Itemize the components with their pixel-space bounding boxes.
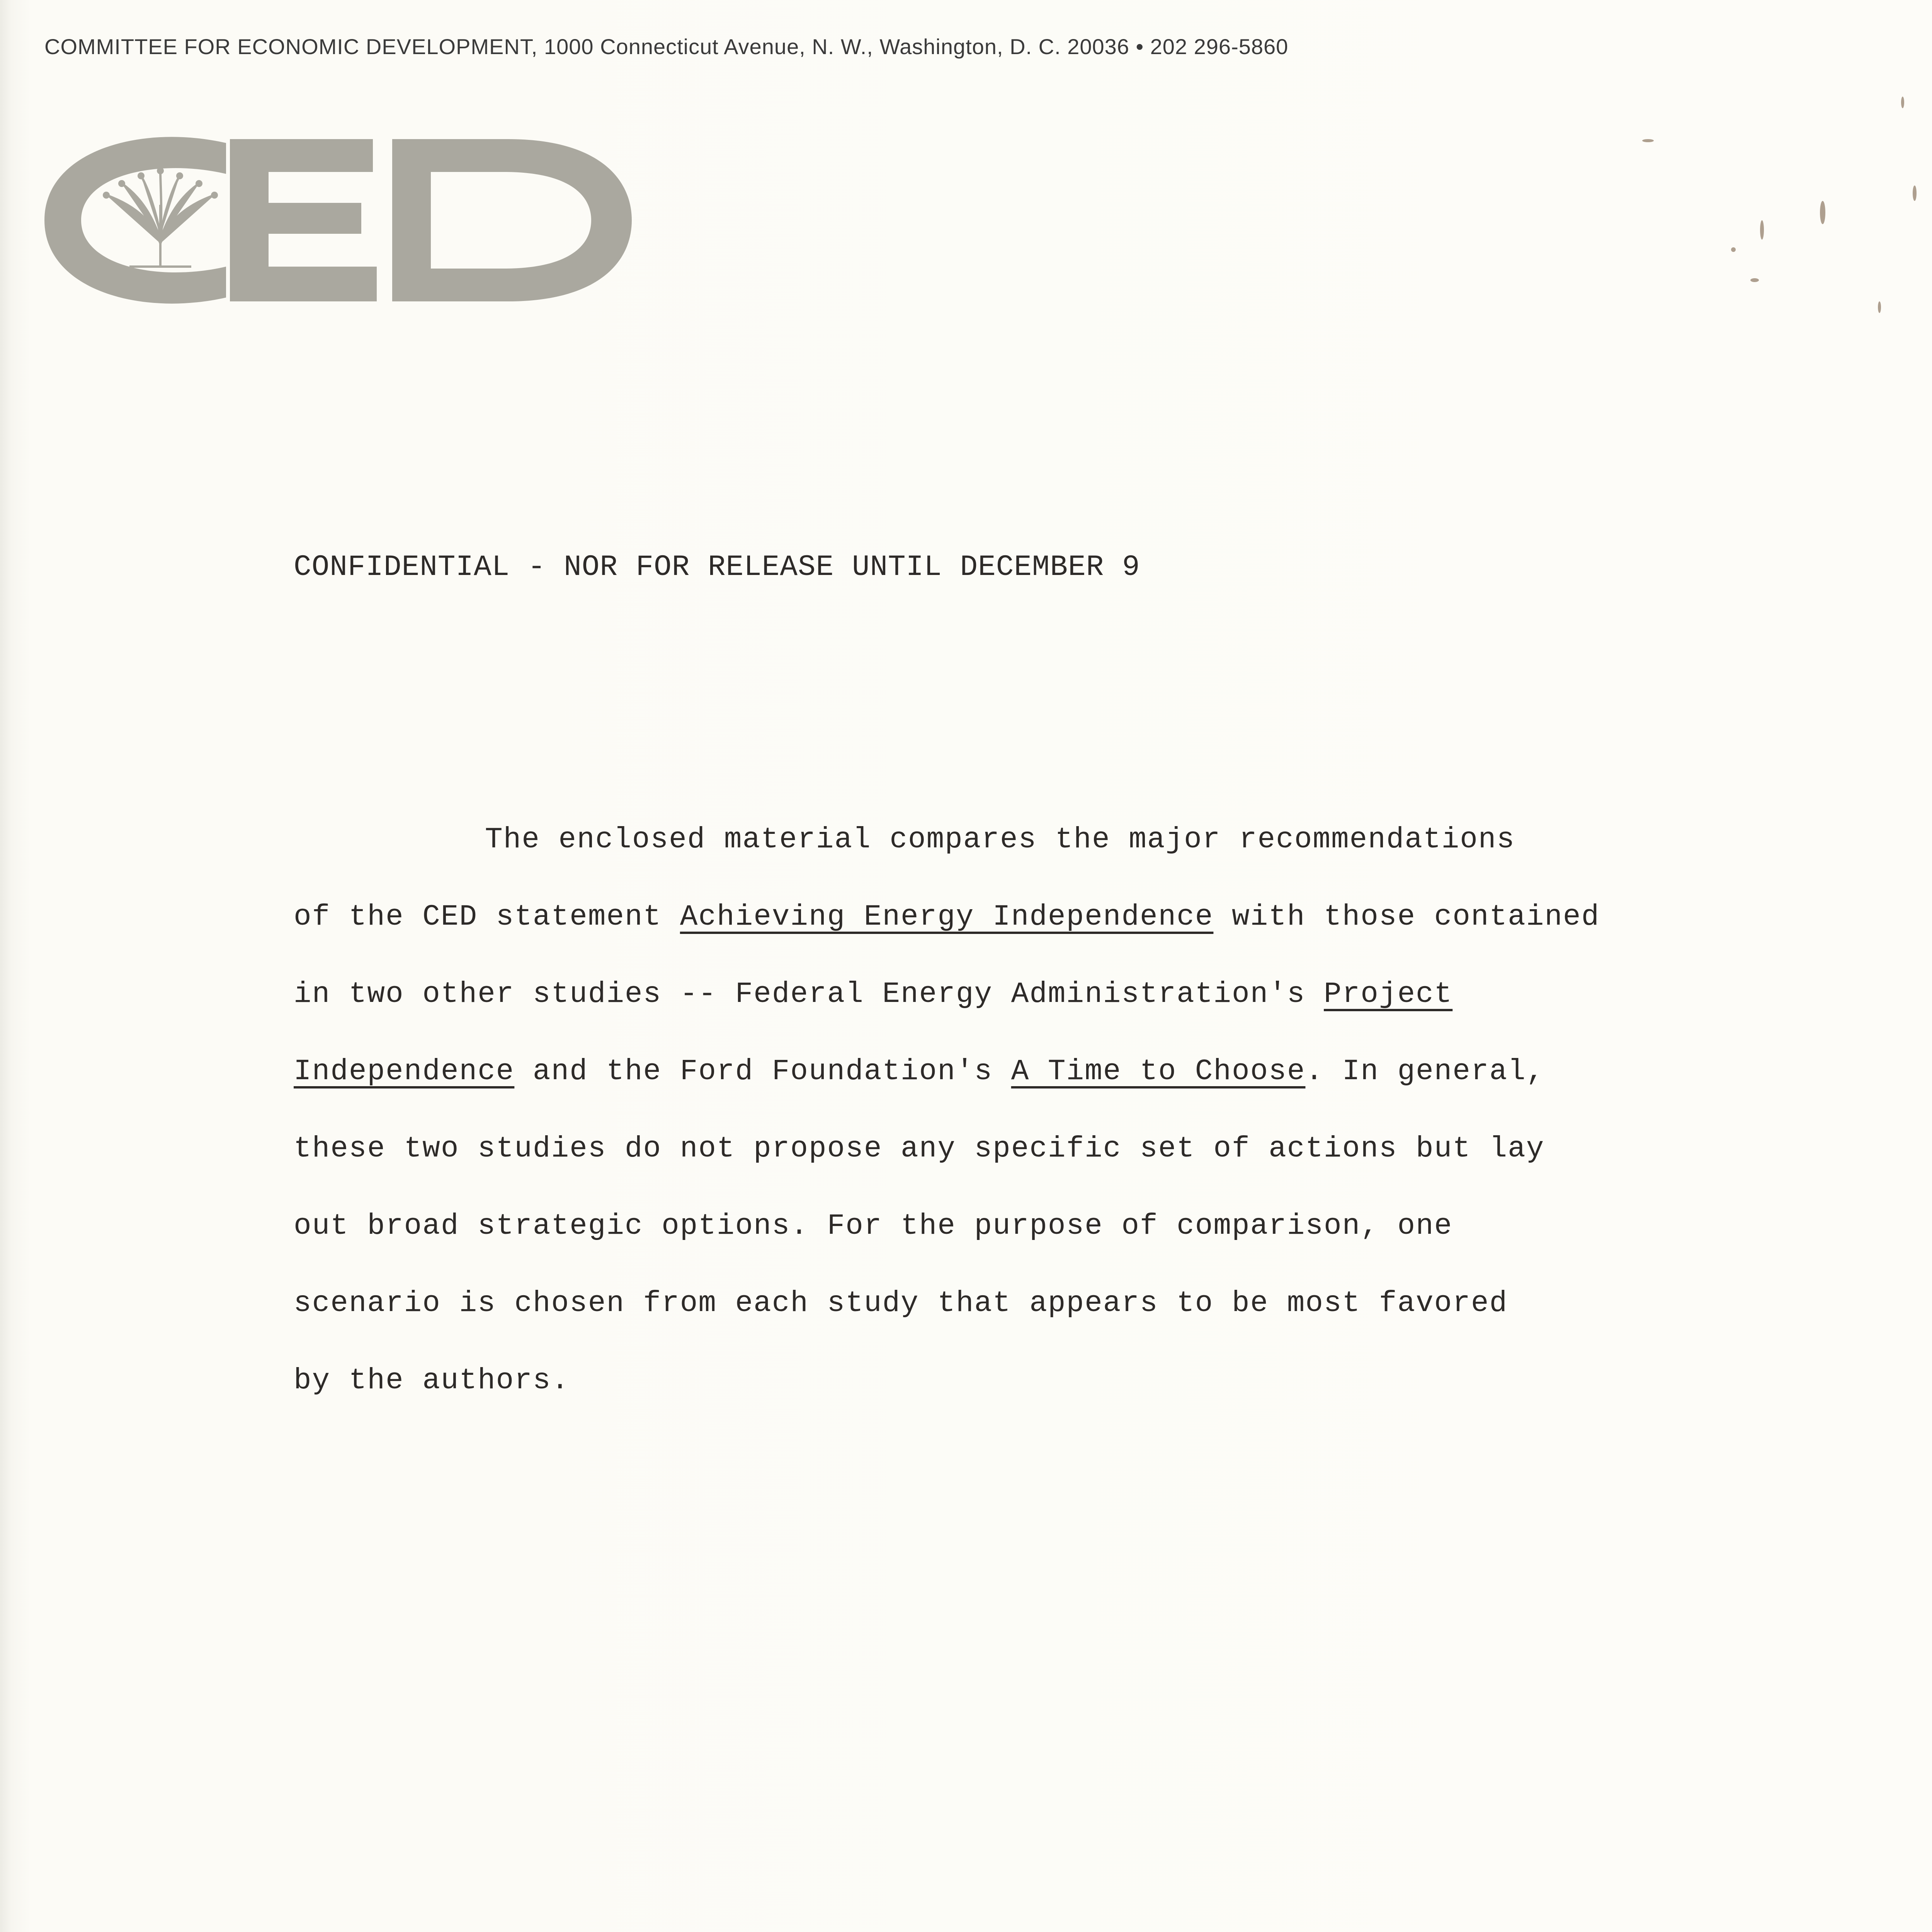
stain-mark bbox=[1913, 185, 1917, 201]
ced-logo-graphic bbox=[44, 128, 639, 313]
paragraph-line-1: The enclosed material compares the major recommendations bbox=[485, 823, 1515, 856]
confidential-notice: CONFIDENTIAL - NOR FOR RELEASE UNTIL DECEMBER 9 bbox=[294, 551, 1140, 584]
stain-mark bbox=[1901, 97, 1904, 108]
logo-letter-d bbox=[392, 139, 632, 301]
line2-text-a: of the CED statement bbox=[294, 900, 680, 934]
paragraph-line-8: by the authors. bbox=[294, 1364, 570, 1397]
paragraph-line-6: out broad strategic options. For the purpose of comparison, one bbox=[294, 1209, 1453, 1243]
title-achieving-energy-independence: Achieving Energy Independence bbox=[680, 900, 1214, 934]
letterhead-address: COMMITTEE FOR ECONOMIC DEVELOPMENT, 1000 Connecticut Avenue, N. W., Washington, D. C. 20036 • 202 296-5860 bbox=[44, 34, 1289, 59]
paragraph-line-5: these two studies do not propose any specific set of actions but lay bbox=[294, 1132, 1545, 1165]
line2-text-b: with those contained bbox=[1213, 900, 1600, 934]
stain-mark bbox=[1878, 301, 1881, 313]
paragraph-line-3 bbox=[294, 978, 1452, 1011]
line3-text-a: in two other studies -- Federal Energy Administration's bbox=[294, 978, 1324, 1011]
title-independence: Independence bbox=[294, 1055, 515, 1088]
line4-text-a: and the Ford Foundation's bbox=[514, 1055, 1011, 1088]
stain-mark bbox=[1731, 247, 1736, 252]
title-a-time-to-choose: A Time to Choose bbox=[1011, 1055, 1306, 1088]
title-project: Project bbox=[1324, 978, 1453, 1011]
stain-mark bbox=[1760, 220, 1764, 240]
line4-text-b: . In general, bbox=[1305, 1055, 1545, 1088]
ced-logo bbox=[44, 128, 639, 313]
logo-letter-e bbox=[230, 139, 377, 301]
paragraph-line-4 bbox=[294, 1055, 1544, 1088]
stain-mark bbox=[1642, 139, 1654, 142]
stain-mark bbox=[1750, 278, 1759, 282]
stain-mark bbox=[1820, 201, 1825, 224]
paragraph-line-7: scenario is chosen from each study that appears to be most favored bbox=[294, 1287, 1508, 1320]
paragraph-line-2 bbox=[294, 900, 1600, 934]
